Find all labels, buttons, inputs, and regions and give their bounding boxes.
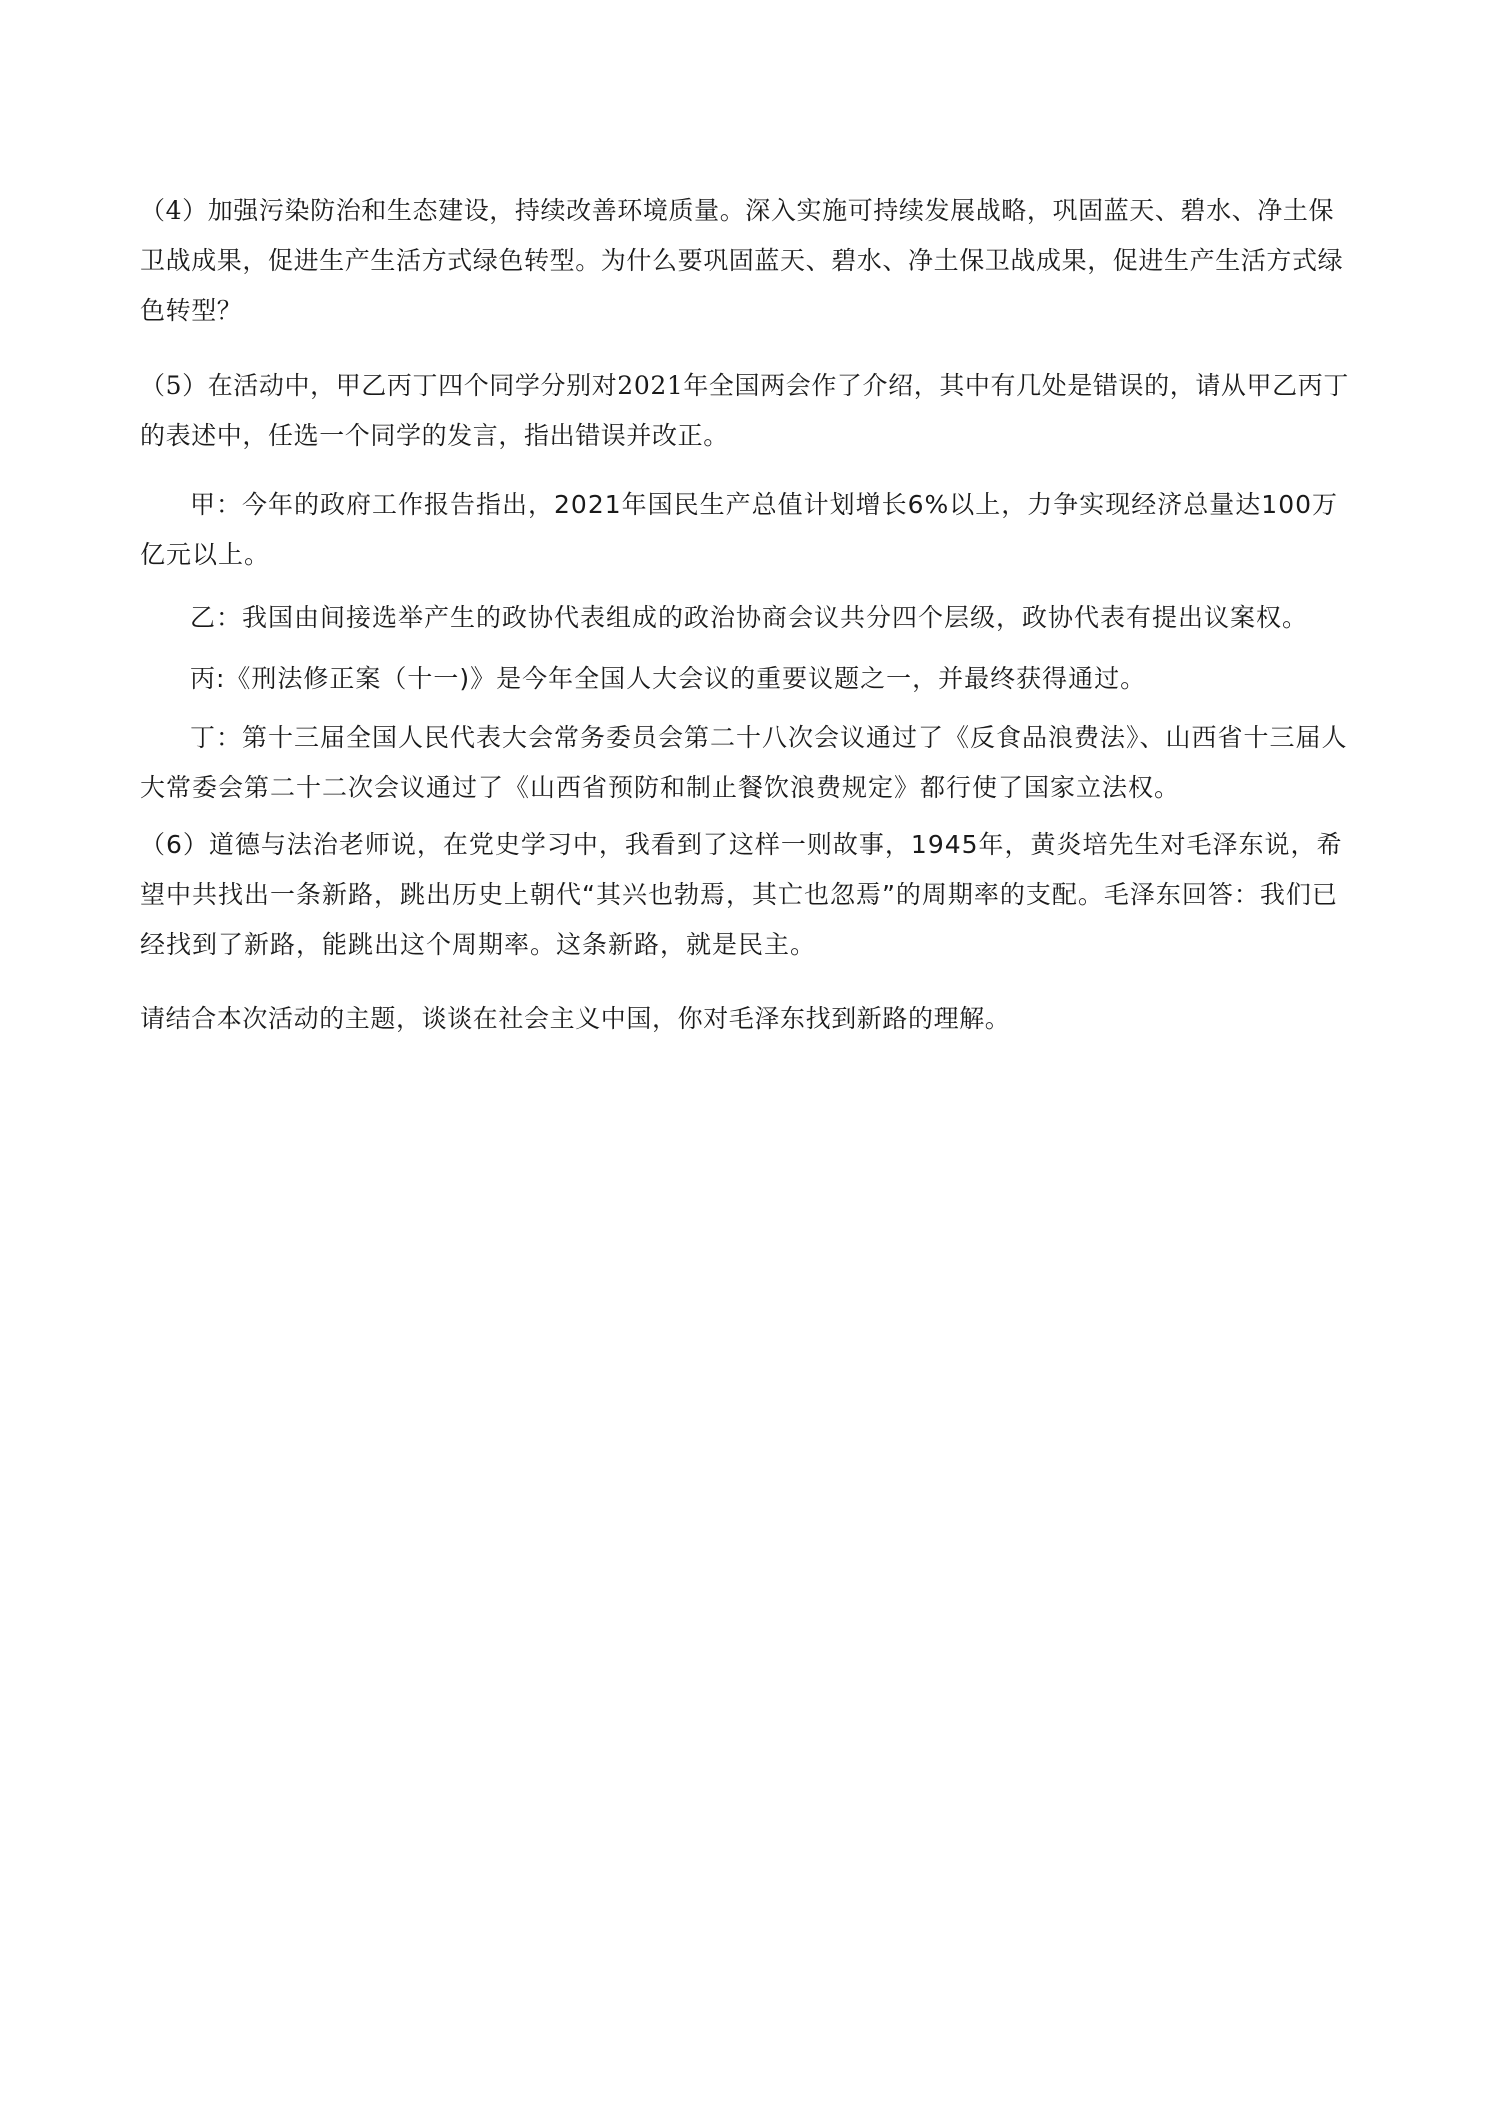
question-4: （4）加强污染防治和生态建设，持续改善环境质量。深入实施可持续发展战略，巩固蓝天、碧水、净土保卫战成果，促进生产生活方式绿色转型。为什么要巩固蓝天、碧水、净土保卫战成果，促进生产生活方式绿色转型？ xyxy=(140,196,1344,325)
question-6-prompt: 请结合本次活动的主题，谈谈在社会主义中国，你对毛泽东找到新路的理解。 xyxy=(140,1004,1011,1033)
question-6: （6）道德与法治老师说，在党史学习中，我看到了这样一则故事，1945年，黄炎培先生对毛泽东说，希望中共找出一条新路，跳出历史上朝代“其兴也勃焉，其亡也忽焉”的周期率的支配。毛泽东回答：我们已经找到了新路，能跳出这个周期率。这条新路，就是民主。 xyxy=(140,830,1343,959)
statement-ding: 丁：第十三届全国人民代表大会常务委员会第二十八次会议通过了《反食品浪费法》、山西省十三届人大常委会第二十二次会议通过了《山西省预防和制止餐饮浪费规定》都行使了国家立法权。 xyxy=(140,723,1348,802)
statement-bing: 丙:《刑法修正案（十一)》是今年全国人大会议的重要议题之一，并最终获得通过。 xyxy=(190,664,1147,693)
question-5: （5）在活动中，甲乙丙丁四个同学分别对2021年全国两会作了介绍，其中有几处是错误的，请从甲乙丙丁的表述中，任选一个同学的发言，指出错误并改正。 xyxy=(140,371,1349,450)
statement-jia: 甲：今年的政府工作报告指出，2021年国民生产总值计划增长6%以上，力争实现经济总量达100万亿元以上。 xyxy=(140,490,1339,569)
statement-yi: 乙：我国由间接选举产生的政协代表组成的政治协商会议共分四个层级，政协代表有提出议案权。 xyxy=(190,603,1309,632)
